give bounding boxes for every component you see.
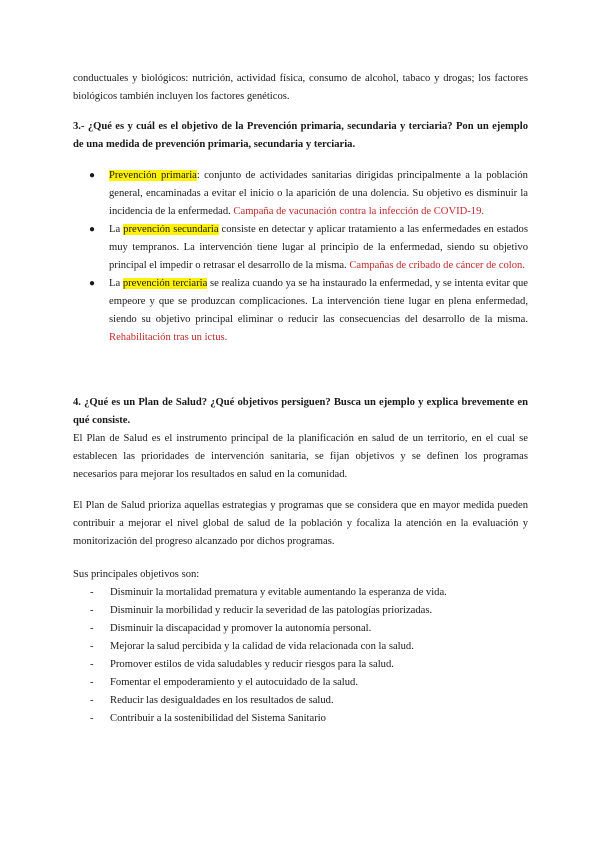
bullet-icon: ●: [89, 224, 96, 235]
plan-definition-paragraph: El Plan de Salud es el instrumento principal de la planificación en salud de un territorio, en el cual se establecen las prioridades de intervención sanitaria, se fijan objetivos y se definen los programas necesarios para mejorar los resultados en salud en la comunidad.: [73, 433, 528, 480]
highlighted-term: Prevención primaria: [109, 170, 197, 181]
example-text: Campaña de vacunación contra la infección de COVID-19.: [233, 206, 485, 217]
highlighted-term: prevención terciaria: [122, 278, 208, 289]
objective-item: - Disminuir la discapacidad y promover la autonomía personal.: [90, 623, 372, 634]
plan-priorities-paragraph: El Plan de Salud prioriza aquellas estrategias y programas que se considera que en mayor medida pueden contribuir a mejorar el nivel global de salud de la población y focaliza la atención en la evaluación y monitorización del progreso alcanzado por dichos programas.: [73, 500, 528, 547]
objectives-intro: Sus principales objetivos son:: [73, 569, 200, 580]
example-text: Rehabilitación tras un ictus.: [109, 332, 228, 343]
list-item-primary: ● Prevención primaria: conjunto de actividades sanitarias dirigidas principalmente a la población general, encaminadas a evitar el inicio o la aparición de una dolencia. Su objetivo es disminuir la incidencia de la enfermedad. Campaña de vacunación contra la infección de COVID-19.: [73, 167, 528, 221]
objective-item: - Disminuir la morbilidad y reducir la severidad de las patologías priorizadas.: [90, 605, 433, 616]
bullet-icon: ●: [89, 170, 96, 181]
objective-item: - Fomentar el empoderamiento y el autocuidado de la salud.: [90, 677, 358, 688]
example-text: Campañas de cribado de cáncer de colon.: [349, 260, 525, 271]
intro-paragraph: conductuales y biológicos: nutrición, actividad física, consumo de alcohol, tabaco y drogas; los factores biológicos también incluyen los factores genéticos.: [73, 73, 528, 102]
question-4-heading: 4. ¿Qué es un Plan de Salud? ¿Qué objetivos persiguen? Busca un ejemplo y explica brevemente en qué consiste.: [73, 397, 528, 426]
list-item-tertiary: ● La prevención terciaria se realiza cuando ya se ha instaurado la enfermedad, y se intenta evitar que empeore y que se produzcan complicaciones. La intervención tiene lugar en plena enfermedad, siendo su objetivo principal eliminar o reducir las consecuencias del desarrollo de la misma. Rehabilitación tras un ictus.: [73, 275, 528, 347]
question-3-heading: 3.- ¿Qué es y cuál es el objetivo de la Prevención primaria, secundaria y terciaria? Pon un ejemplo de una medida de prevención primaria, secundaria y terciaria.: [73, 121, 528, 150]
prevention-list: [73, 167, 528, 347]
objectives-list: [73, 584, 528, 728]
objective-item: - Contribuir a la sostenibilidad del Sistema Sanitario: [90, 713, 326, 724]
objective-item: - Promover estilos de vida saludables y reducir riesgos para la salud.: [90, 659, 394, 670]
highlighted-term: prevención secundaria: [123, 224, 219, 235]
list-item-secondary: ● La prevención secundaria consiste en detectar y aplicar tratamiento a las enfermedades en estados muy tempranos. La intervención tiene lugar al principio de la enfermedad, siendo su objetivo principal el impedir o retrasar el desarrollo de la misma. Campañas de cribado de cáncer de colon.: [73, 221, 528, 275]
bullet-icon: ●: [89, 278, 96, 289]
objective-item: - Disminuir la mortalidad prematura y evitable aumentando la esperanza de vida.: [90, 587, 447, 598]
objective-item: - Mejorar la salud percibida y la calidad de vida relacionada con la salud.: [90, 641, 414, 652]
objective-item: - Reducir las desigualdades en los resultados de salud.: [90, 695, 334, 706]
